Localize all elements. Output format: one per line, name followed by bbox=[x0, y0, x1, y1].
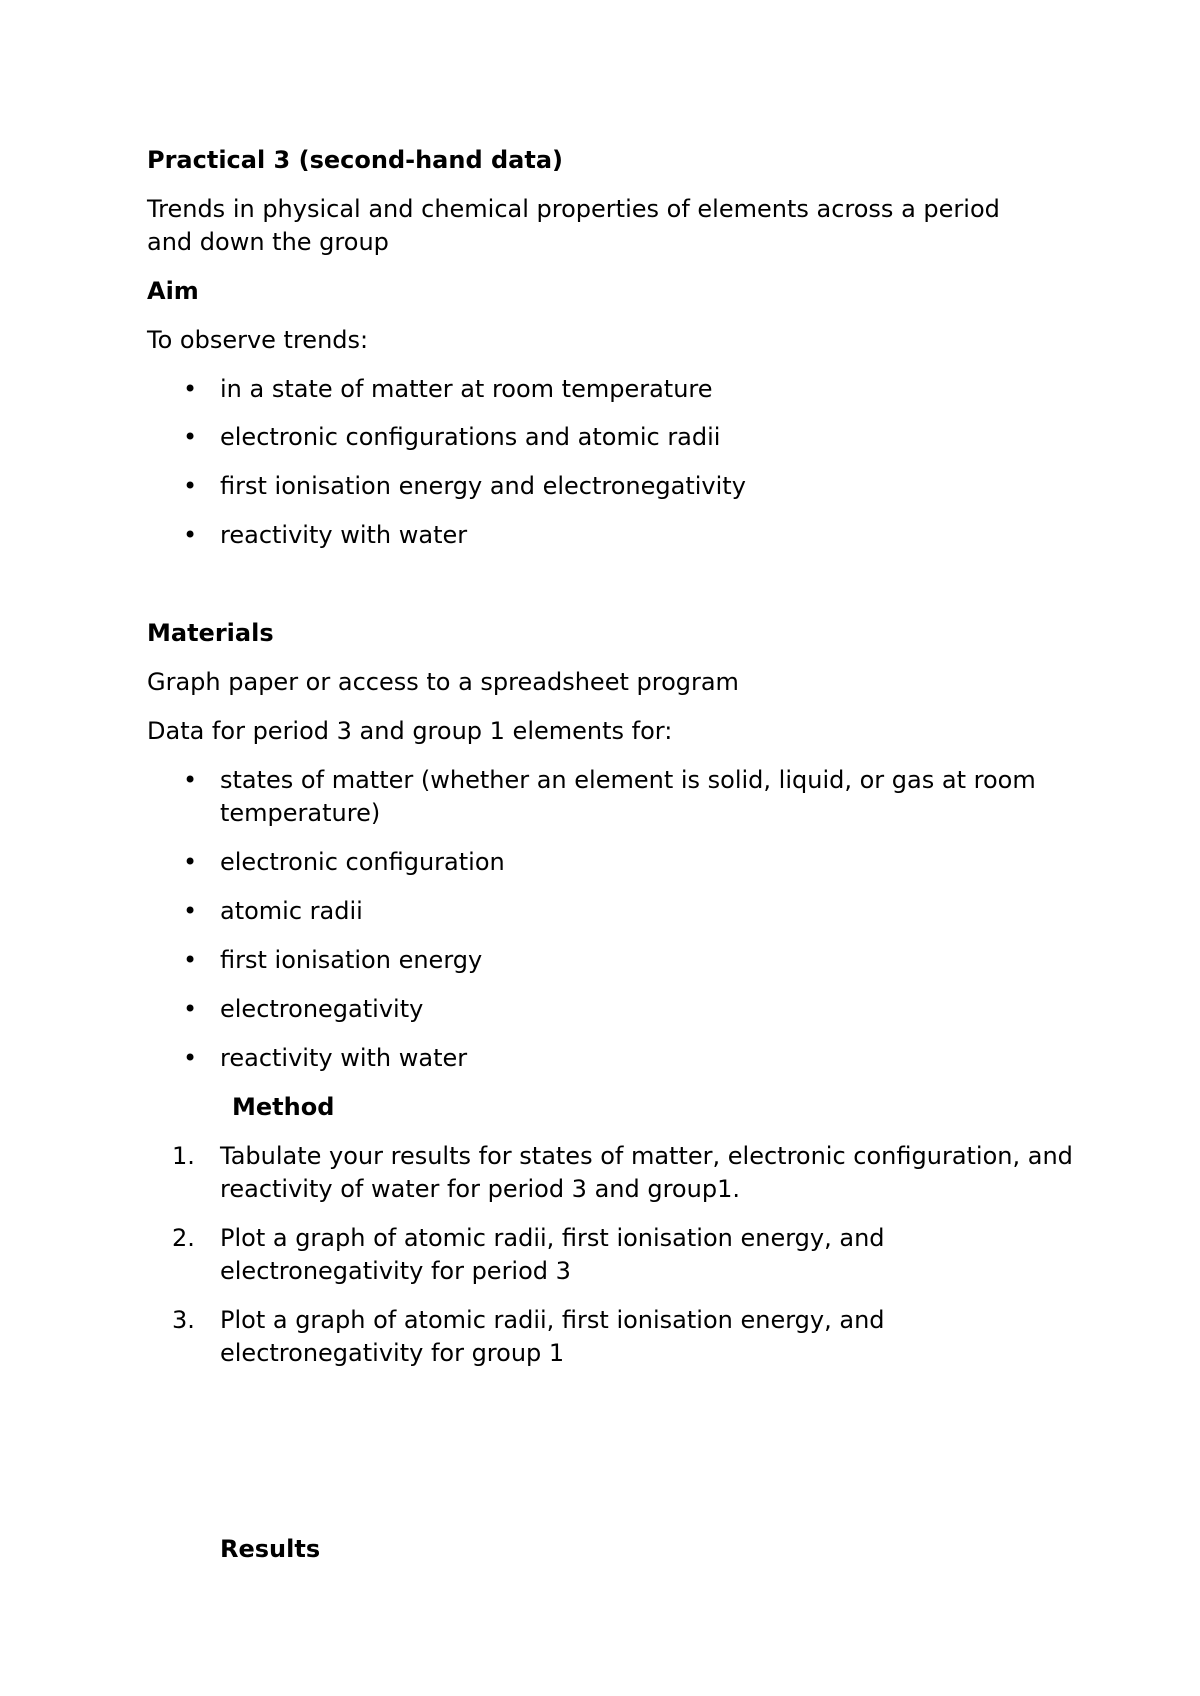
results-heading: Results bbox=[220, 1535, 321, 1563]
materials-item: reactivity with water bbox=[220, 1044, 468, 1072]
materials-item: electronic configuration bbox=[220, 848, 505, 876]
step-number: 3. bbox=[172, 1306, 195, 1334]
step-number: 1. bbox=[172, 1142, 195, 1170]
bullet-icon: • bbox=[183, 946, 198, 974]
materials-item: first ionisation energy bbox=[220, 946, 483, 974]
bullet-icon: • bbox=[183, 521, 198, 549]
materials-line-2: Data for period 3 and group 1 elements for: bbox=[147, 717, 673, 745]
bullet-icon: • bbox=[183, 995, 198, 1023]
aim-intro: To observe trends: bbox=[147, 326, 369, 354]
method-step: Plot a graph of atomic radii, first ionisation energy, and electronegativity for period 3 bbox=[220, 1224, 885, 1285]
materials-item: atomic radii bbox=[220, 897, 363, 925]
aim-heading: Aim bbox=[147, 277, 199, 305]
bullet-icon: • bbox=[183, 375, 198, 403]
bullet-icon: • bbox=[183, 472, 198, 500]
document-subtitle: Trends in physical and chemical properties of elements across a period and down the group bbox=[147, 195, 1000, 256]
aim-item: electronic configurations and atomic radii bbox=[220, 423, 721, 451]
materials-item: states of matter (whether an element is solid, liquid, or gas at room temperature) bbox=[220, 766, 1036, 827]
aim-item: first ionisation energy and electronegativity bbox=[220, 472, 746, 500]
bullet-icon: • bbox=[183, 1044, 198, 1072]
aim-item: reactivity with water bbox=[220, 521, 468, 549]
bullet-icon: • bbox=[183, 423, 198, 451]
bullet-icon: • bbox=[183, 897, 198, 925]
document-title: Practical 3 (second-hand data) bbox=[147, 146, 563, 174]
step-number: 2. bbox=[172, 1224, 195, 1252]
materials-line-1: Graph paper or access to a spreadsheet program bbox=[147, 668, 739, 696]
method-step: Tabulate your results for states of matter, electronic configuration, and reactivity of water for period 3 and group1. bbox=[220, 1142, 1073, 1203]
method-heading: Method bbox=[232, 1093, 335, 1121]
materials-heading: Materials bbox=[147, 619, 274, 647]
bullet-icon: • bbox=[183, 766, 198, 794]
bullet-icon: • bbox=[183, 848, 198, 876]
method-step: Plot a graph of atomic radii, first ionisation energy, and electronegativity for group 1 bbox=[220, 1306, 885, 1367]
aim-item: in a state of matter at room temperature bbox=[220, 375, 713, 403]
materials-item: electronegativity bbox=[220, 995, 424, 1023]
